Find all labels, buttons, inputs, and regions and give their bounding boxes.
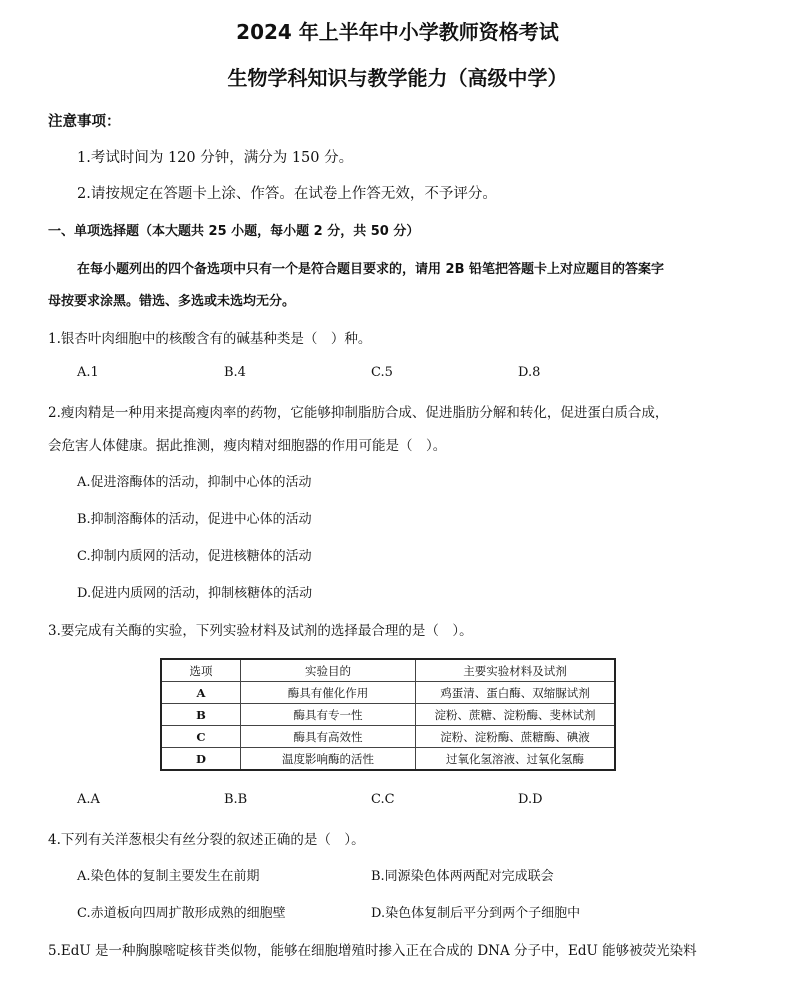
page-subtitle: 生物学科知识与教学能力（高级中学） — [227, 66, 568, 90]
q3-option-a: A.A — [77, 792, 100, 807]
table-cell: 酶具有高效性 — [241, 726, 416, 748]
notice-item-1: 1.考试时间为 120 分钟，满分为 150 分。 — [77, 150, 354, 166]
table-header-cell: 主要实验材料及试剂 — [416, 659, 616, 682]
notice-heading: 注意事项： — [48, 114, 121, 130]
q3-option-b: B.B — [224, 792, 248, 807]
table-row — [161, 682, 615, 704]
q1-stem: 1.银杏叶肉细胞中的核酸含有的碱基种类是（ ）种。 — [48, 331, 372, 347]
q4-option-a: A.染色体的复制主要发生在前期 — [77, 869, 260, 884]
q2-stem-line2: 会危害人体健康。据此推测，瘦肉精对细胞器的作用可能是（ ）。 — [48, 438, 447, 454]
q4-stem: 4.下列有关洋葱根尖有丝分裂的叙述正确的是（ ）。 — [48, 832, 365, 848]
q2-option-d: D.促进内质网的活动，抑制核糖体的活动 — [77, 586, 313, 601]
section-heading: 一、单项选择题（本大题共 25 小题，每小题 2 分，共 50 分） — [48, 224, 420, 239]
q3-option-d: D.D — [518, 792, 543, 807]
q4-option-c: C.赤道板向四周扩散形成熟的细胞壁 — [77, 906, 286, 921]
section-instruction-line2: 母按要求涂黑。错选、多选或未选均无分。 — [48, 294, 296, 309]
q3-table — [160, 658, 616, 771]
table-cell: 淀粉、蔗糖、淀粉酶、斐林试剂 — [416, 704, 616, 726]
table-row — [161, 748, 615, 771]
table-row — [161, 726, 615, 748]
table-cell: C — [161, 726, 241, 748]
q3-option-c: C.C — [371, 792, 395, 807]
q5-stem-line1: 5.EdU 是一种胸腺嘧啶核苷类似物，能够在细胞增殖时掺入正在合成的 DNA 分子中，EdU 能够被荧光染料 — [48, 943, 697, 959]
table-header-cell: 实验目的 — [241, 659, 416, 682]
q4-option-d: D.染色体复制后平分到两个子细胞中 — [371, 906, 581, 921]
q2-option-c: C.抑制内质网的活动，促进核糖体的活动 — [77, 549, 312, 564]
table-cell: B — [161, 704, 241, 726]
q3-stem: 3.要完成有关酶的实验，下列实验材料及试剂的选择最合理的是（ ）。 — [48, 623, 473, 639]
q2-option-b: B.抑制溶酶体的活动，促进中心体的活动 — [77, 512, 312, 527]
notice-item-2: 2.请按规定在答题卡上涂、作答。在试卷上作答无效，不予评分。 — [77, 186, 497, 202]
q1-option-c: C.5 — [371, 365, 393, 380]
table-cell: 淀粉、淀粉酶、蔗糖酶、碘液 — [416, 726, 616, 748]
table-cell: 鸡蛋清、蛋白酶、双缩脲试剂 — [416, 682, 616, 704]
table-cell: 酶具有专一性 — [241, 704, 416, 726]
q1-option-a: A.1 — [77, 365, 99, 380]
table-header-cell: 选项 — [161, 659, 241, 682]
table-cell: A — [161, 682, 241, 704]
section-instruction-line1: 在每小题列出的四个备选项中只有一个是符合题目要求的，请用 2B 铅笔把答题卡上对应题目的答案字 — [77, 262, 665, 277]
table-cell: D — [161, 748, 241, 771]
table-cell: 温度影响酶的活性 — [241, 748, 416, 771]
q1-option-b: B.4 — [224, 365, 246, 380]
q1-option-d: D.8 — [518, 365, 541, 380]
table-header-row — [161, 659, 615, 682]
table-cell: 过氧化氢溶液、过氧化氢酶 — [416, 748, 616, 771]
q2-stem-line1: 2.瘦肉精是一种用来提高瘦肉率的药物，它能够抑制脂肪合成、促进脂肪分解和转化，促进蛋白质合成， — [48, 405, 669, 421]
q4-option-b: B.同源染色体两两配对完成联会 — [371, 869, 554, 884]
table-row — [161, 704, 615, 726]
page-title: 2024 年上半年中小学教师资格考试 — [236, 20, 559, 44]
table-cell: 酶具有催化作用 — [241, 682, 416, 704]
q2-option-a: A.促进溶酶体的活动，抑制中心体的活动 — [77, 475, 312, 490]
